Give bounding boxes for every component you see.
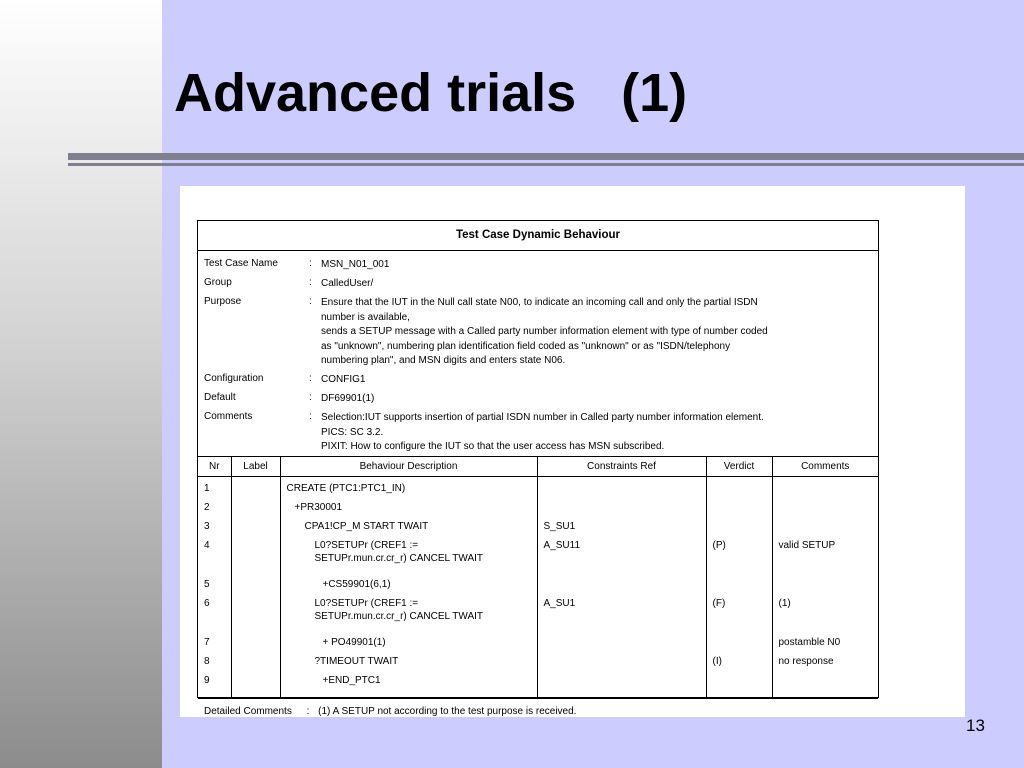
table-row (198, 501, 878, 520)
field-colon: : (309, 411, 312, 422)
behaviour-line: SETUPr.mun.cr.cr_r) CANCEL TWAIT (314, 553, 484, 564)
purpose-line: as "unknown", numbering plan identification field coded as "unknown" or as "ISDN/telephony (321, 340, 731, 352)
cell-verdict (706, 477, 772, 502)
cell-label (231, 477, 280, 502)
detailed-comments-colon: : (306, 706, 310, 717)
column-header-verdict: Verdict (706, 457, 772, 477)
cell-constraints (537, 477, 706, 502)
table-row (198, 477, 878, 502)
column-header-comments: Comments (772, 457, 878, 477)
cell-verdict (706, 674, 772, 698)
cell-label (231, 520, 280, 539)
cell-label (231, 578, 280, 597)
cell-behaviour: CPA1!CP_M START TWAIT (280, 520, 537, 539)
cell-comments (772, 578, 878, 597)
field-label: Configuration (204, 373, 264, 384)
purpose-line: numbering plan", and MSN digits and enters state N06. (321, 355, 566, 366)
cell-verdict (706, 578, 772, 597)
field-value: DF69901(1) (321, 393, 375, 404)
slide-title: Advanced trials (1) (174, 63, 688, 123)
page-number: 13 (966, 716, 985, 735)
cell-label (231, 501, 280, 520)
field-colon: : (309, 277, 312, 288)
field-label: Comments (204, 411, 253, 422)
cell-verdict: (I) (706, 655, 772, 674)
field-label: Group (204, 277, 232, 288)
cell-nr: 7 (198, 636, 231, 655)
cell-label (231, 636, 280, 655)
cell-comments: (1) (778, 598, 791, 609)
cell-verdict (706, 501, 772, 520)
column-header-label: Label (231, 457, 280, 477)
comments-line: Selection:IUT supports insertion of partial ISDN number in Called party number information element. (321, 412, 764, 423)
left-gradient-bar (0, 0, 162, 768)
field-value: CalledUser/ (321, 278, 374, 289)
cell-behaviour (280, 597, 537, 636)
cell-constraints (537, 655, 706, 674)
cell-label (231, 539, 280, 578)
cell-label (231, 674, 280, 698)
cell-comments (772, 674, 878, 698)
detailed-comments (198, 698, 878, 726)
cell-behaviour: +END_PTC1 (280, 674, 537, 698)
cell-nr: 3 (198, 520, 231, 539)
title-underline-thin (68, 163, 1024, 166)
field-label: Purpose (204, 296, 242, 307)
cell-nr: 8 (198, 655, 231, 674)
document-title: Test Case Dynamic Behaviour (198, 221, 878, 251)
purpose-line: number is available, (321, 311, 410, 323)
field-colon: : (309, 392, 312, 403)
cell-comments (772, 501, 878, 520)
table-row (198, 578, 878, 597)
table-row (198, 520, 878, 539)
cell-nr: 5 (198, 578, 231, 597)
cell-constraints (537, 636, 706, 655)
cell-behaviour: +CS59901(6,1) (280, 578, 537, 597)
field-colon: : (309, 258, 312, 269)
behaviour-line: SETUPr.mun.cr.cr_r) CANCEL TWAIT (314, 611, 484, 622)
comments-line: PIXIT: How to configure the IUT so that the user access has MSN subscribed. (321, 441, 665, 452)
table-row (198, 674, 878, 698)
behaviour-line: L0?SETUPr (CREF1 := (314, 598, 419, 609)
table-header-row (198, 457, 878, 477)
cell-behaviour: + PO49901(1) (280, 636, 537, 655)
behaviour-table (198, 457, 878, 698)
cell-nr: 2 (198, 501, 231, 520)
title-underline-thick (68, 153, 1024, 160)
detailed-comments-value: (1) A SETUP not according to the test purpose is received. (318, 706, 577, 717)
cell-constraints (537, 578, 706, 597)
cell-comments (772, 520, 878, 539)
cell-nr: 6 (198, 597, 231, 636)
cell-constraints (537, 674, 706, 698)
cell-nr: 4 (198, 539, 231, 578)
cell-comments: no response (778, 656, 834, 667)
test-case-document (197, 220, 879, 717)
cell-constraints: A_SU1 (537, 597, 706, 636)
field-value (321, 411, 872, 455)
table-row (198, 539, 878, 578)
cell-verdict: (P) (706, 539, 772, 578)
cell-label (231, 597, 280, 636)
cell-behaviour: ?TIMEOUT TWAIT (280, 655, 537, 674)
purpose-line: sends a SETUP message with a Called party number information element with type of number coded (321, 326, 768, 337)
comments-line: PICS: SC 3.2. (321, 426, 384, 438)
cell-verdict (706, 520, 772, 539)
cell-nr: 1 (198, 477, 231, 502)
purpose-line: Ensure that the IUT in the Null call state N00, to indicate an incoming call and only the partial ISDN (321, 297, 758, 308)
table-row (198, 597, 878, 636)
cell-nr: 9 (198, 674, 231, 698)
column-header-behaviour: Behaviour Description (280, 457, 537, 477)
field-value: MSN_N01_001 (321, 259, 390, 270)
table-row (198, 636, 878, 655)
cell-comments: postamble N0 (778, 637, 841, 648)
cell-constraints: A_SU11 (537, 539, 706, 578)
cell-behaviour: +PR30001 (280, 501, 537, 520)
cell-behaviour: CREATE (PTC1:PTC1_IN) (280, 477, 537, 502)
cell-comments: valid SETUP (778, 540, 836, 551)
column-header-constraints: Constraints Ref (537, 457, 706, 477)
cell-constraints: S_SU1 (537, 520, 706, 539)
cell-comments (772, 477, 878, 502)
cell-behaviour (280, 539, 537, 578)
test-case-header (198, 251, 878, 457)
field-value: CONFIG1 (321, 374, 366, 385)
detailed-comments-label: Detailed Comments (204, 706, 292, 717)
cell-verdict (706, 636, 772, 655)
field-colon: : (309, 296, 312, 307)
field-label: Test Case Name (204, 258, 278, 269)
cell-constraints (537, 501, 706, 520)
column-header-nr: Nr (198, 457, 231, 477)
table-row (198, 655, 878, 674)
behaviour-line: L0?SETUPr (CREF1 := (314, 540, 419, 551)
cell-verdict: (F) (706, 597, 772, 636)
field-label: Default (204, 392, 236, 403)
cell-label (231, 655, 280, 674)
field-colon: : (309, 373, 312, 384)
field-value (321, 296, 872, 369)
